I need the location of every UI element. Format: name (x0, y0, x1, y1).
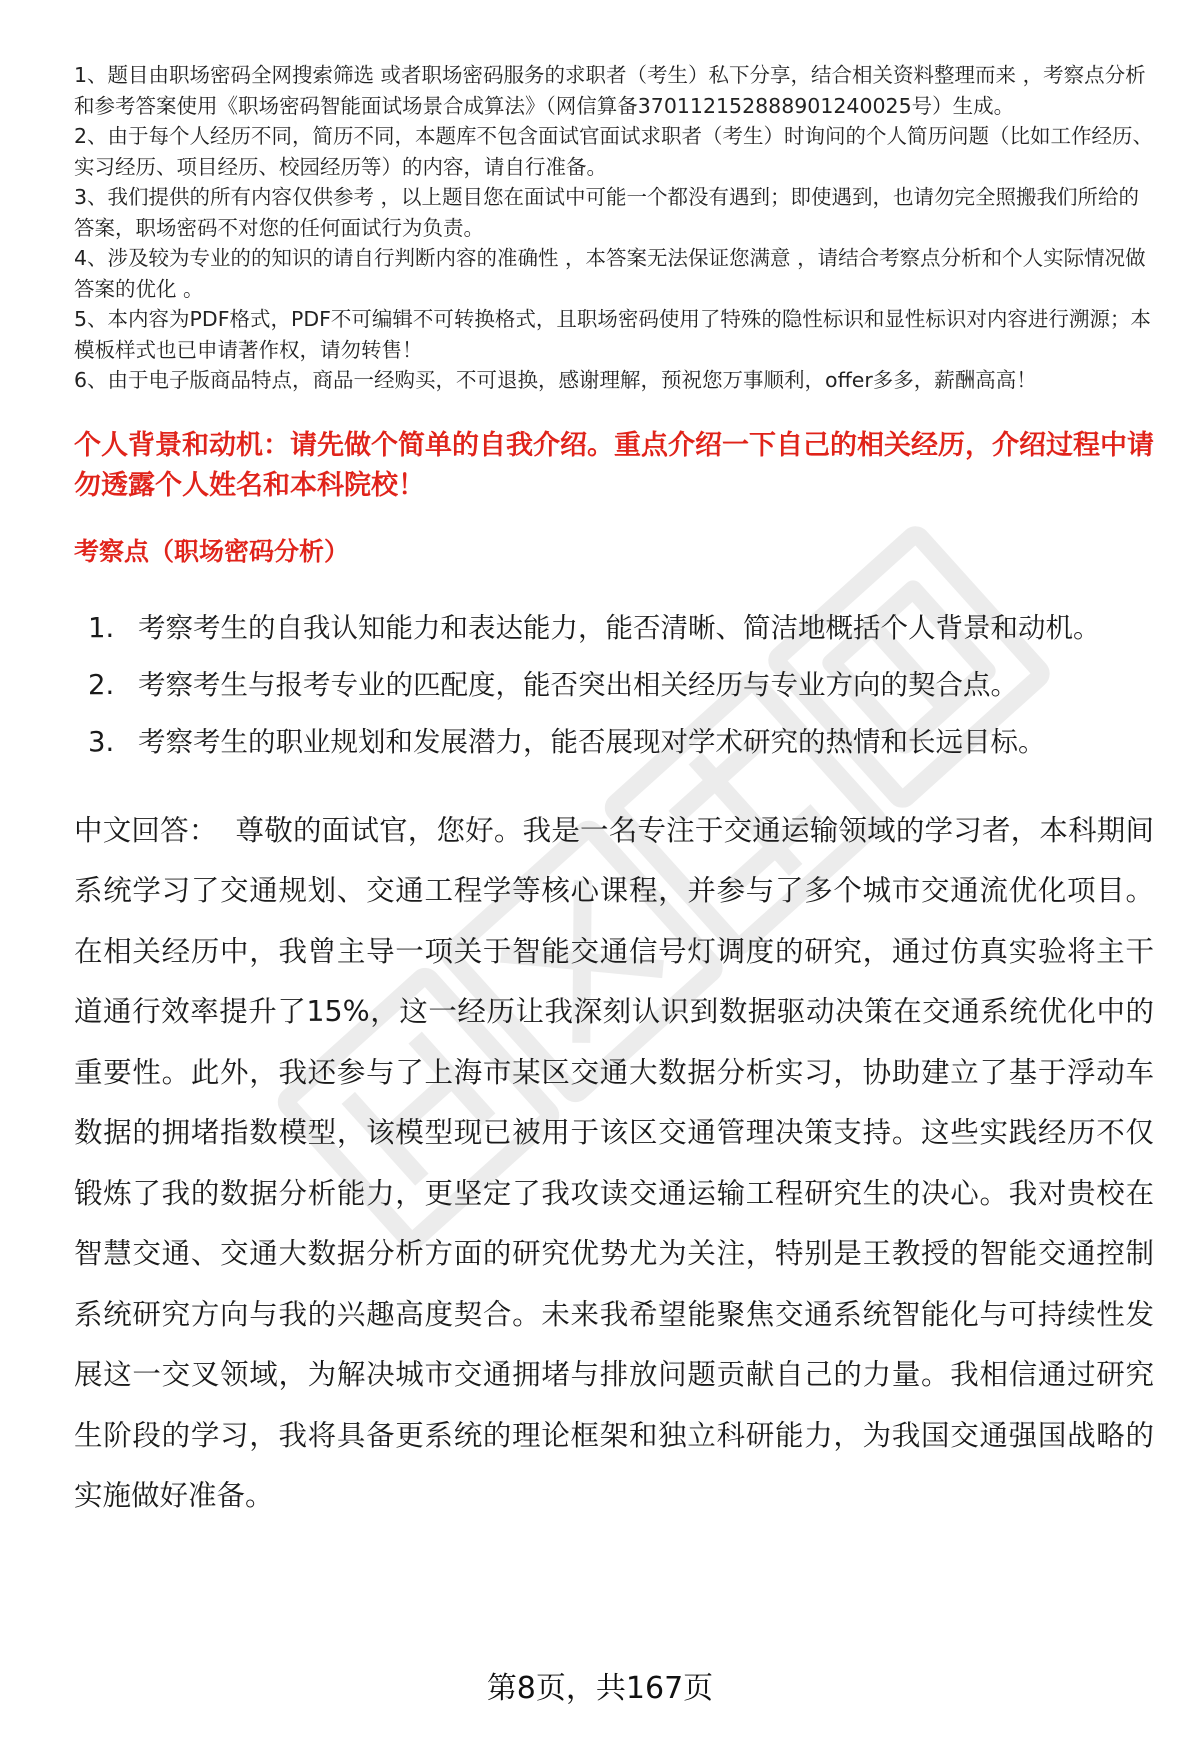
answer-text: 尊敬的面试官，您好。我是一名专注于交通运输领域的学习者，本科期间系统学习了交通规划、交通工程学等核心课程，并参与了多个城市交通流优化项目。在相关经历中，我曾主导一项关于智能交通信号灯调度的研究，通过仿真实验将主干道通行效率提升了15%，这一经历让我深刻认识到数据驱动决策在交通系统优化中的重要性。此外，我还参与了上海市某区交通大数据分析实习，协助建立了基于浮动车数据的拥堵指数模型，该模型现已被用于该区交通管理决策支持。这些实践经历不仅锻炼了我的数据分析能力，更坚定了我攻读交通运输工程研究生的决心。我对贵校在智慧交通、交通大数据分析方面的研究优势尤为关注，特别是王教授的智能交通控制系统研究方向与我的兴趣高度契合。未来我希望能聚焦交通系统智能化与可持续性发展这一交叉领域，为解决城市交通拥堵与排放问题贡献自己的力量。我相信通过研究生阶段的学习，我将具备更系统的理论框架和独立科研能力，为我国交通强国战略的实施做好准备。 (74, 813, 1154, 1512)
answer-paragraph (74, 801, 1154, 1527)
notice-list (74, 60, 1154, 396)
interview-question: 个人背景和动机：请先做个简单的自我介绍。重点介绍一下自己的相关经历，介绍过程中请勿透露个人姓名和本科院校！ (74, 429, 1154, 501)
notice-item: 1、题目由职场密码全网搜索筛选 或者职场密码服务的求职者（考生）私下分享，结合相关资料整理而来 ，考察点分析和参考答案使用《职场密码智能面试场景合成算法》（网信算备370112152888901240025号）生成。 (74, 63, 1146, 118)
notice-item: 3、我们提供的所有内容仅供参考 ，以上题目您在面试中可能一个都没有遇到；即使遇到，也请勿完全照搬我们所给的答案，职场密码不对您的任何面试行为负责。 (74, 185, 1140, 240)
point-text: 考察考生的自我认知能力和表达能力，能否清晰、简洁地概括个人背景和动机。 (138, 611, 1101, 644)
notice-item: 4、涉及较为专业的的知识的请自行判断内容的准确性 ，本答案无法保证您满意 ，请结合考察点分析和个人实际情况做答案的优化 。 (74, 246, 1146, 301)
point-number: 1. (88, 611, 115, 644)
analysis-point (74, 714, 1154, 771)
analysis-point (74, 600, 1154, 657)
analysis-points (74, 600, 1154, 771)
point-number: 3. (88, 725, 115, 758)
answer-label: 中文回答： (74, 813, 218, 847)
analysis-point (74, 657, 1154, 714)
notice-item: 6、由于电子版商品特点，商品一经购买，不可退换，感谢理解，预祝您万事顺利，offer多多，薪酬高高！ (74, 368, 1037, 392)
point-number: 2. (88, 668, 115, 701)
point-text: 考察考生与报考专业的匹配度，能否突出相关经历与专业方向的契合点。 (138, 668, 1018, 701)
document-page (74, 60, 1154, 1555)
point-text: 考察考生的职业规划和发展潜力，能否展现对学术研究的热情和长远目标。 (138, 725, 1046, 758)
notice-item: 2、由于每个人经历不同，简历不同，本题库不包含面试官面试求职者（考生）时询问的个人简历问题（比如工作经历、实习经历、项目经历、校园经历等）的内容，请自行准备。 (74, 124, 1154, 179)
notice-item: 5、本内容为PDF格式，PDF不可编辑不可转换格式，且职场密码使用了特殊的隐性标识和显性标识对内容进行溯源；本模板样式也已申请著作权，请勿转售！ (74, 307, 1151, 362)
page-number: 第8页，共167页 (486, 1671, 714, 1706)
analysis-heading: 考察点（职场密码分析） (74, 536, 350, 566)
